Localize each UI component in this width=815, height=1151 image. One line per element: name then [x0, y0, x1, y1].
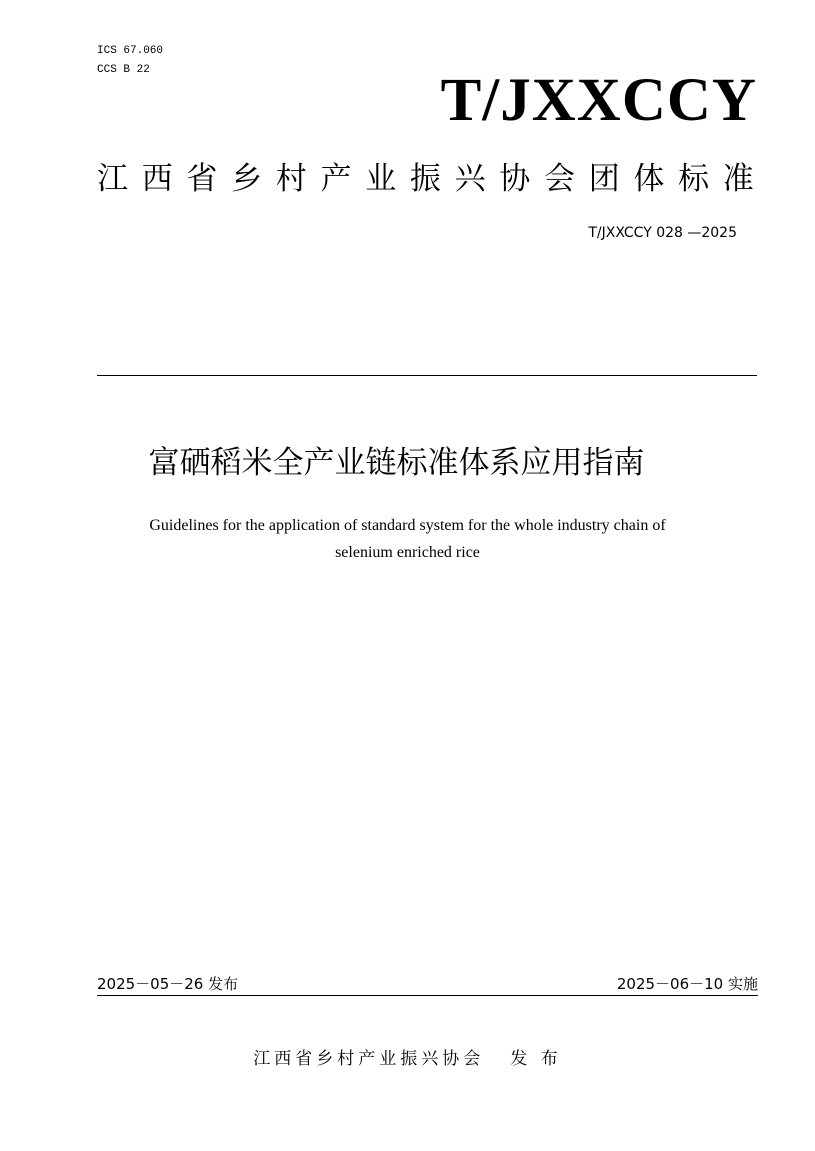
- publisher-line: [0, 1045, 815, 1073]
- document-title-english: [0, 512, 815, 566]
- publisher-name: 江西省乡村产业振兴协会: [253, 1049, 485, 1069]
- english-title-line-1: Guidelines for the application of standard system for the whole industry chain of: [149, 517, 666, 534]
- implementation-date: 2025－06－10 实施: [616, 975, 758, 993]
- ccs-code: CCS B 22: [97, 64, 150, 76]
- organization-standard-title: 江西省乡村产业振兴协会团体标准: [97, 161, 768, 197]
- publish-label: 发 布: [510, 1049, 562, 1069]
- document-title-chinese-text: 富硒稻米全产业链标准体系应用指南: [148, 445, 645, 481]
- ics-code: ICS 67.060: [97, 45, 164, 57]
- standard-code-logo: T/JXXCCY: [440, 67, 757, 134]
- issue-date: 2025－05－26 发布: [97, 975, 239, 993]
- english-title-line-2: selenium enriched rice: [335, 544, 480, 561]
- standard-number: T/JXXCCY 028 —2025: [588, 225, 737, 241]
- header-divider: [97, 375, 757, 376]
- document-title-chinese: [0, 440, 815, 486]
- date-row: [97, 973, 758, 996]
- classification-codes: [97, 42, 163, 80]
